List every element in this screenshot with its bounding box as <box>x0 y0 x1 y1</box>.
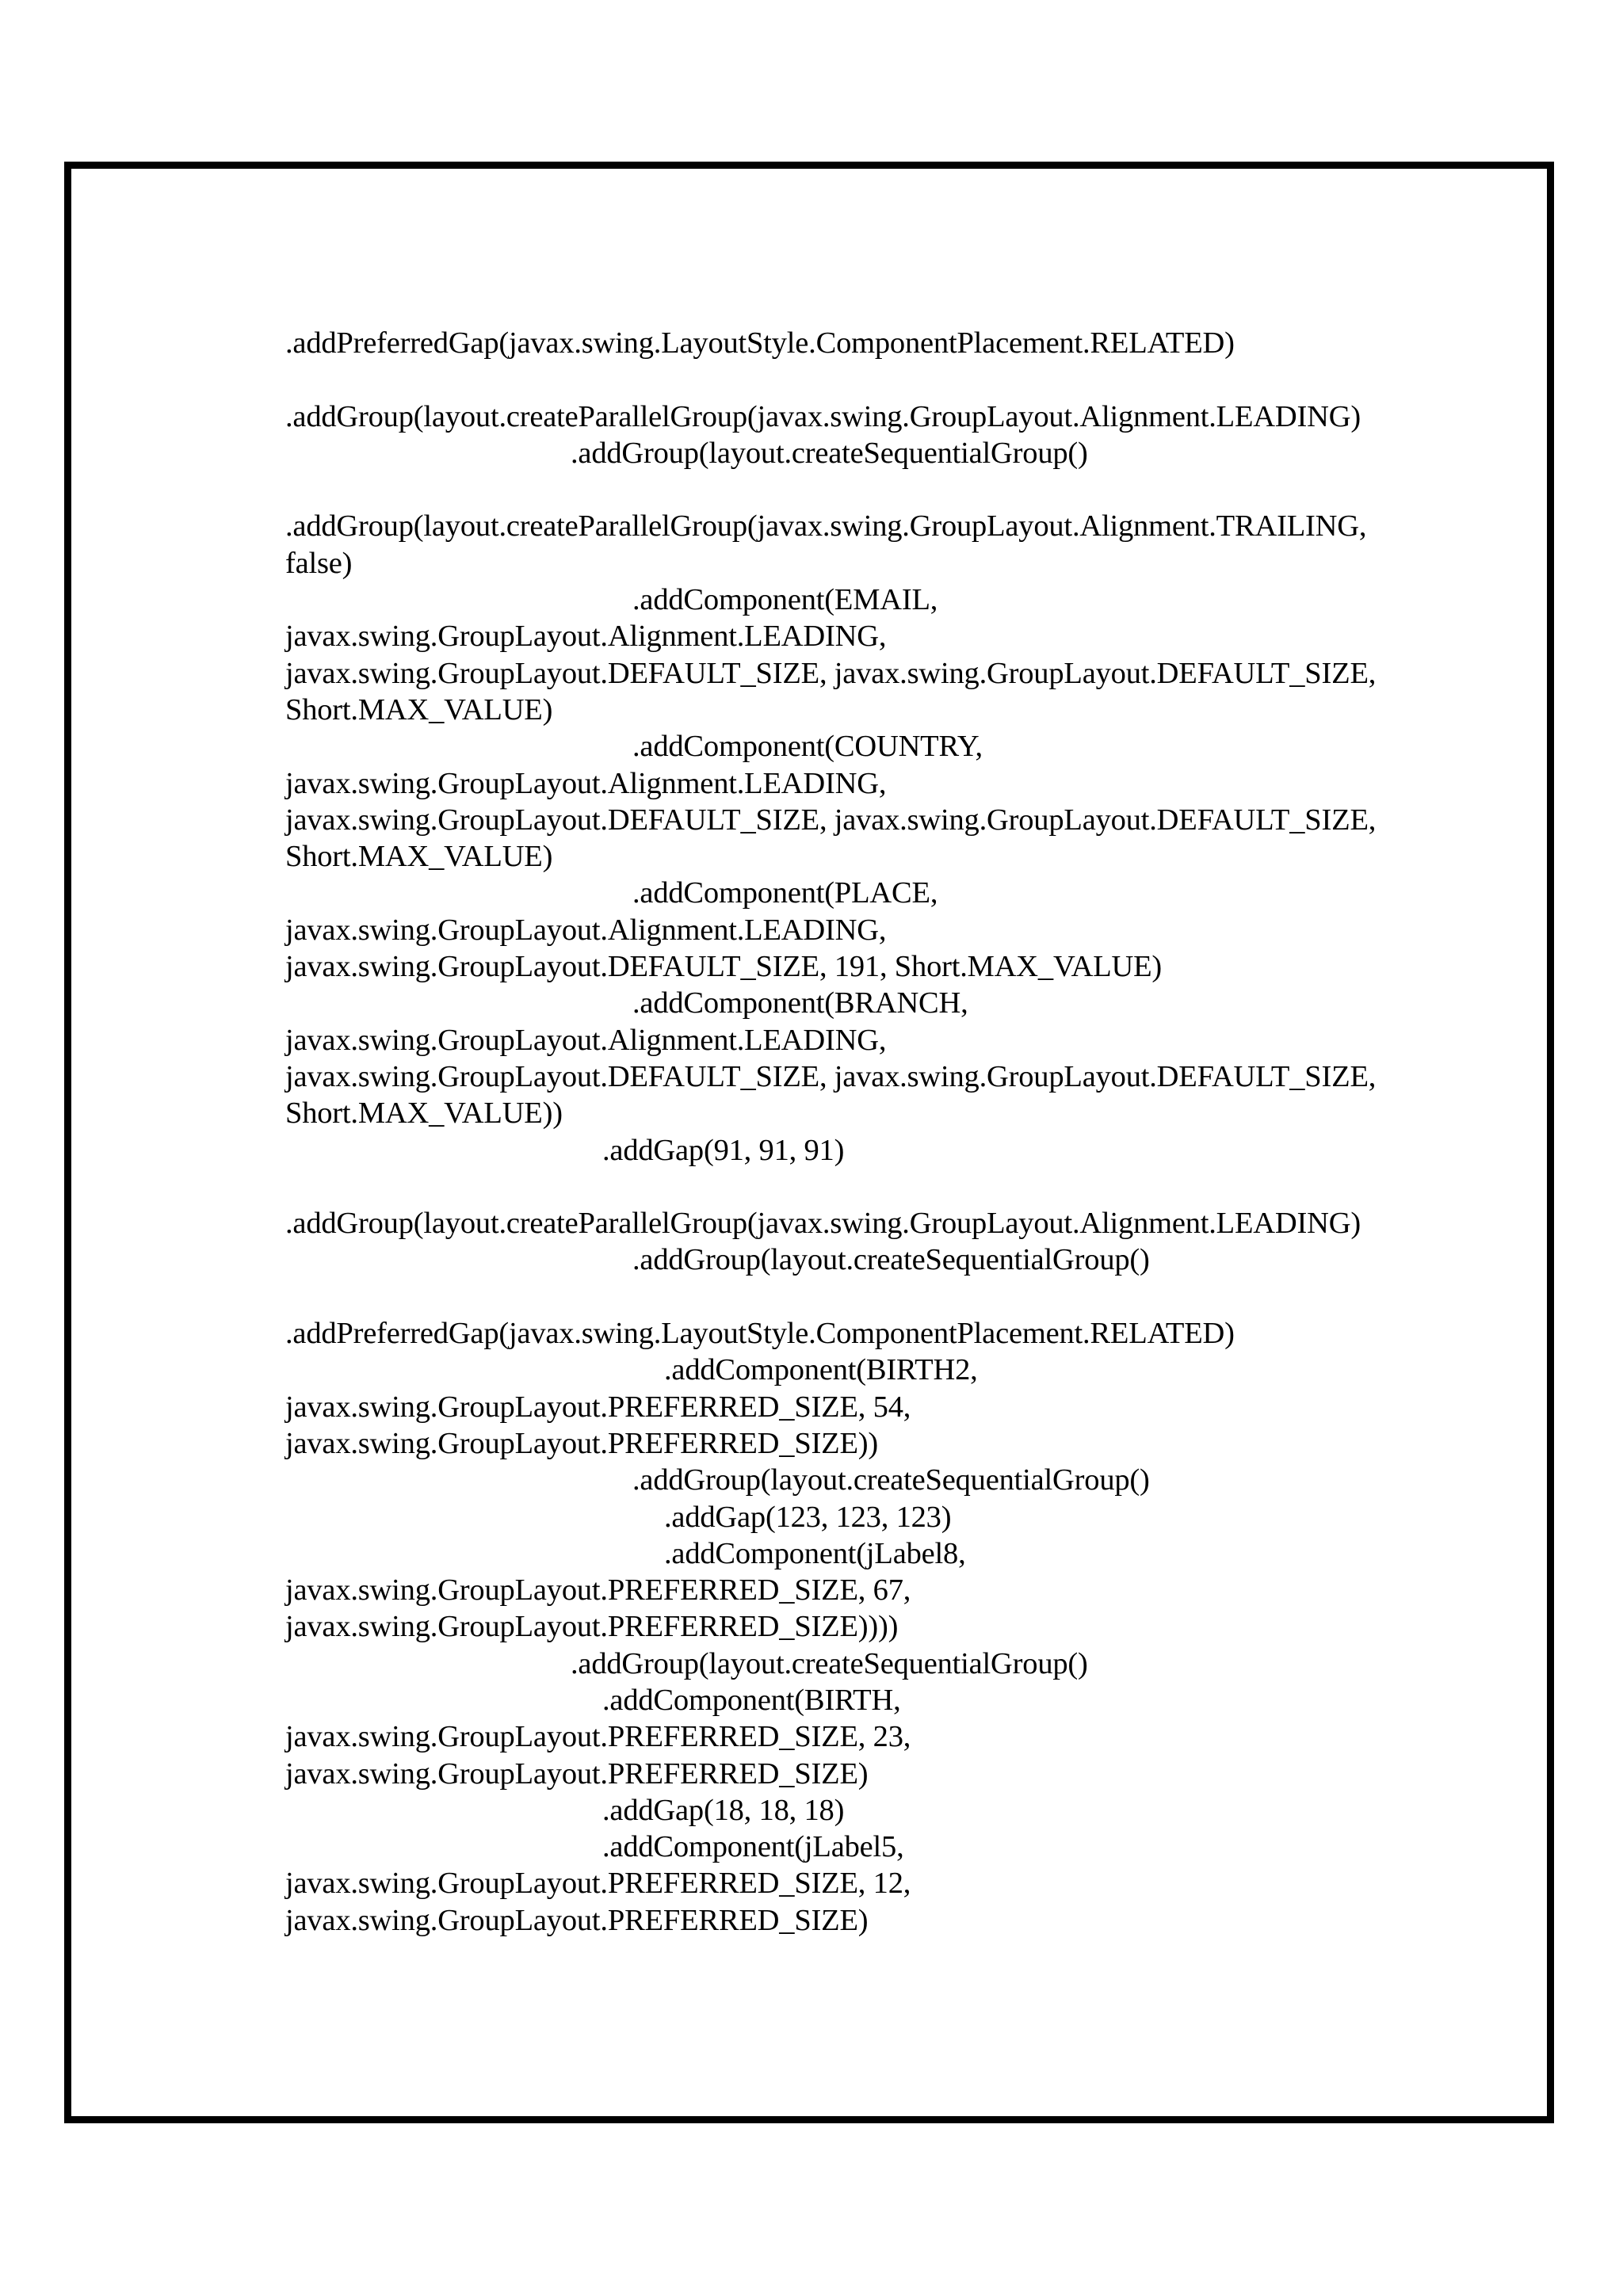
code-line: javax.swing.GroupLayout.PREFERRED_SIZE, 12, <box>285 1867 911 1901</box>
code-line: .addPreferredGap(javax.swing.LayoutStyle.ComponentPlacement.RELATED) <box>285 326 1235 360</box>
code-line: javax.swing.GroupLayout.Alignment.LEADING, <box>285 620 887 654</box>
code-line: .addComponent(BRANCH, <box>632 986 968 1020</box>
code-line: false) <box>285 546 353 580</box>
code-line: .addGroup(layout.createSequentialGroup() <box>632 1243 1150 1277</box>
code-line: javax.swing.GroupLayout.PREFERRED_SIZE, 54, <box>285 1390 911 1424</box>
code-line: .addGroup(layout.createSequentialGroup() <box>571 436 1088 470</box>
code-line: Short.MAX_VALUE) <box>285 692 553 727</box>
code-line: .addComponent(BIRTH2, <box>664 1353 978 1387</box>
code-line: .addPreferredGap(javax.swing.LayoutStyle.ComponentPlacement.RELATED) <box>285 1317 1235 1351</box>
blank-line <box>285 471 1522 508</box>
blank-line <box>285 1279 1522 1315</box>
code-line: .addGroup(layout.createParallelGroup(javax.swing.GroupLayout.Alignment.LEADING) <box>285 399 1361 433</box>
code-line: Short.MAX_VALUE)) <box>285 1097 563 1131</box>
code-line: .addGroup(layout.createSequentialGroup() <box>632 1463 1150 1497</box>
code-line: .addComponent(BIRTH, <box>602 1683 901 1717</box>
blank-line <box>285 1169 1522 1205</box>
code-line: .addGroup(layout.createSequentialGroup() <box>571 1646 1088 1680</box>
code-line: javax.swing.GroupLayout.DEFAULT_SIZE, 191, Short.MAX_VALUE) <box>285 950 1163 984</box>
blank-line <box>285 361 1522 398</box>
code-line: .addGap(123, 123, 123) <box>664 1500 952 1534</box>
code-line: .addGap(18, 18, 18) <box>602 1793 845 1827</box>
code-line: javax.swing.GroupLayout.DEFAULT_SIZE, javax.swing.GroupLayout.DEFAULT_SIZE, <box>285 656 1377 690</box>
code-line: javax.swing.GroupLayout.DEFAULT_SIZE, javax.swing.GroupLayout.DEFAULT_SIZE, <box>285 1059 1377 1093</box>
code-line: .addComponent(COUNTRY, <box>632 730 983 764</box>
code-line: javax.swing.GroupLayout.Alignment.LEADING, <box>285 1023 887 1057</box>
code-line: javax.swing.GroupLayout.Alignment.LEADING, <box>285 913 887 947</box>
code-line: .addComponent(jLabel8, <box>664 1536 966 1570</box>
code-line: javax.swing.GroupLayout.Alignment.LEADING, <box>285 766 887 800</box>
code-line: javax.swing.GroupLayout.PREFERRED_SIZE) <box>285 1756 869 1791</box>
code-line: .addGap(91, 91, 91) <box>602 1133 845 1167</box>
code-line: .addComponent(PLACE, <box>632 876 938 910</box>
code-line: .addComponent(EMAIL, <box>632 583 938 617</box>
code-listing <box>285 325 1522 1939</box>
code-line: javax.swing.GroupLayout.PREFERRED_SIZE)) <box>285 1426 879 1460</box>
code-line: javax.swing.GroupLayout.PREFERRED_SIZE, 67, <box>285 1573 911 1608</box>
code-line: javax.swing.GroupLayout.PREFERRED_SIZE) <box>285 1903 869 1937</box>
code-line: javax.swing.GroupLayout.PREFERRED_SIZE)))) <box>285 1610 899 1644</box>
code-line: javax.swing.GroupLayout.PREFERRED_SIZE, 23, <box>285 1720 911 1754</box>
code-line: javax.swing.GroupLayout.DEFAULT_SIZE, javax.swing.GroupLayout.DEFAULT_SIZE, <box>285 803 1377 837</box>
code-line: .addComponent(jLabel5, <box>602 1830 904 1864</box>
code-line: .addGroup(layout.createParallelGroup(javax.swing.GroupLayout.Alignment.LEADING) <box>285 1207 1361 1241</box>
code-line: Short.MAX_VALUE) <box>285 840 553 874</box>
code-line: .addGroup(layout.createParallelGroup(javax.swing.GroupLayout.Alignment.TRAILING, <box>285 509 1367 543</box>
